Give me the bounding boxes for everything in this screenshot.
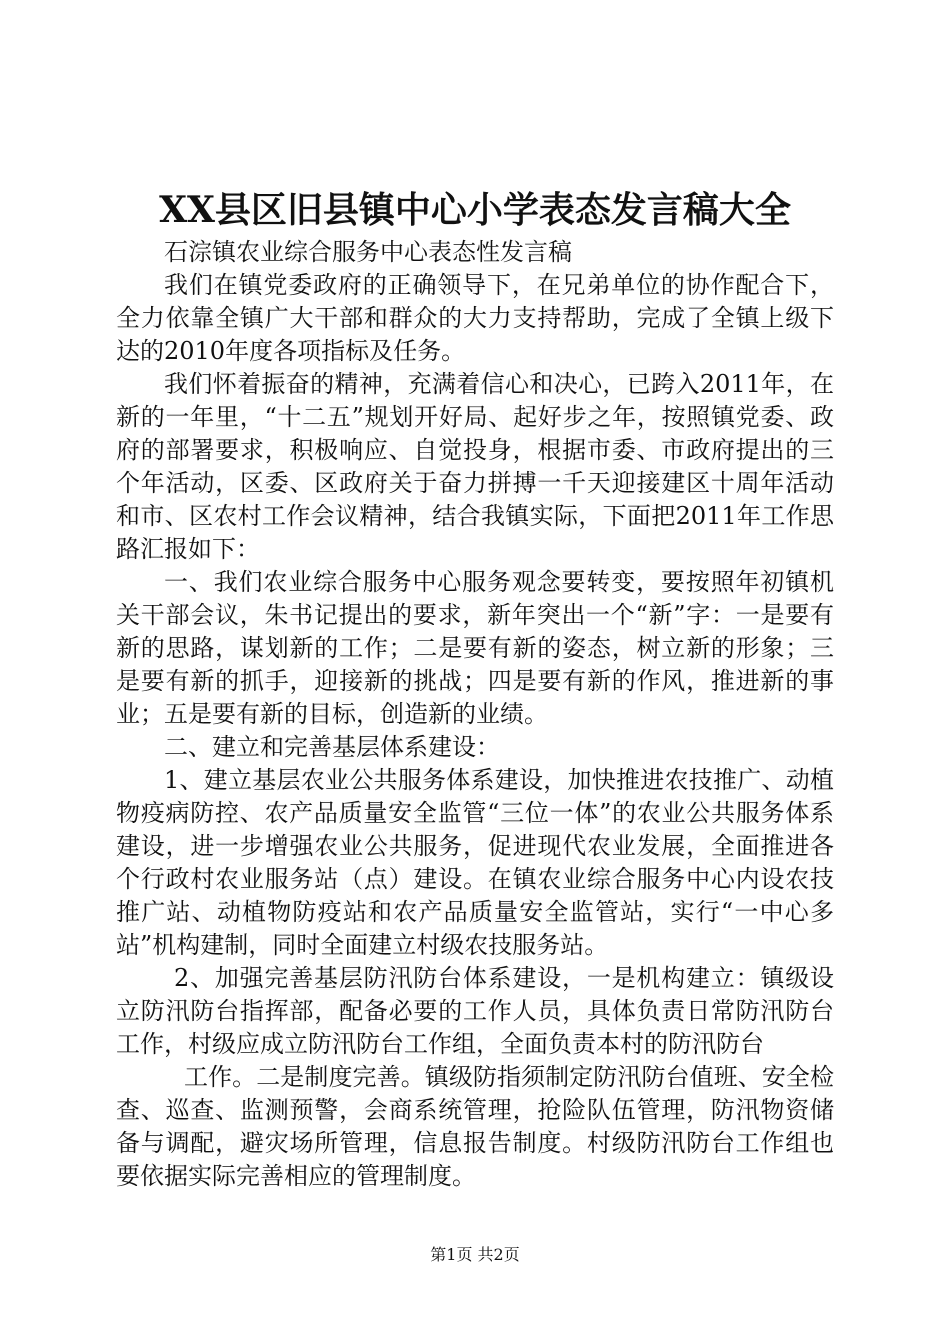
page-indicator: 第1页 共2页 xyxy=(430,1245,520,1264)
paragraph: 工作。二是制度完善。镇级防指须制定防汛防台值班、安全检查、巡查、监测预警，会商系统管理，抢险队伍管理，防汛物资储备与调配，避灾场所管理，信息报告制度。村级防汛防台工作组也要依据实际完善相应的管理制度。 xyxy=(116,1063,834,1190)
paragraph: 1、建立基层农业公共服务体系建设，加快推进农技推广、动植物疫病防控、农产品质量安全监管“三位一体”的农业公共服务体系建设，进一步增强农业公共服务，促进现代农业发展，全面推进各个行政村农业服务站（点）建设。在镇农业综合服务中心内设农技推广站、动植物防疫站和农产品质量安全监管站，实行“一中心多站”机构建制，同时全面建立村级农技服务站。 xyxy=(116,766,834,959)
paragraph: 我们在镇党委政府的正确领导下，在兄弟单位的协作配合下，全力依靠全镇广大干部和群众的大力支持帮助，完成了全镇上级下达的2010年度各项指标及任务。 xyxy=(116,271,834,365)
document-title: XX县区旧县镇中心小学表态发言稿大全 xyxy=(159,189,791,231)
document-body xyxy=(116,236,834,1193)
paragraph: 二、建立和完善基层体系建设： xyxy=(164,733,500,761)
paragraph: 2、加强完善基层防汛防台体系建设，一是机构建立：镇级设立防汛防台指挥部，配备必要的工作人员，具体负责日常防汛防台工作，村级应成立防汛防台工作组，全面负责本村的防汛防台 xyxy=(116,964,834,1058)
paragraph-subtitle: 石淙镇农业综合服务中心表态性发言稿 xyxy=(164,238,572,266)
paragraph: 一、我们农业综合服务中心服务观念要转变，要按照年初镇机关干部会议，朱书记提出的要求，新年突出一个“新”字：一是要有新的思路，谋划新的工作；二是要有新的姿态，树立新的形象；三是要有新的抓手，迎接新的挑战；四是要有新的作风，推进新的事业；五是要有新的目标，创造新的业绩。 xyxy=(116,568,834,728)
paragraph: 我们怀着振奋的精神，充满着信心和决心，已跨入2011年，在新的一年里，“十二五”规划开好局、起好步之年，按照镇党委、政府的部署要求，积极响应、自觉投身，根据市委、市政府提出的三个年活动，区委、区政府关于奋力拼搏一千天迎接建区十周年活动和市、区农村工作会议精神，结合我镇实际，下面把2011年工作思路汇报如下： xyxy=(116,370,834,563)
